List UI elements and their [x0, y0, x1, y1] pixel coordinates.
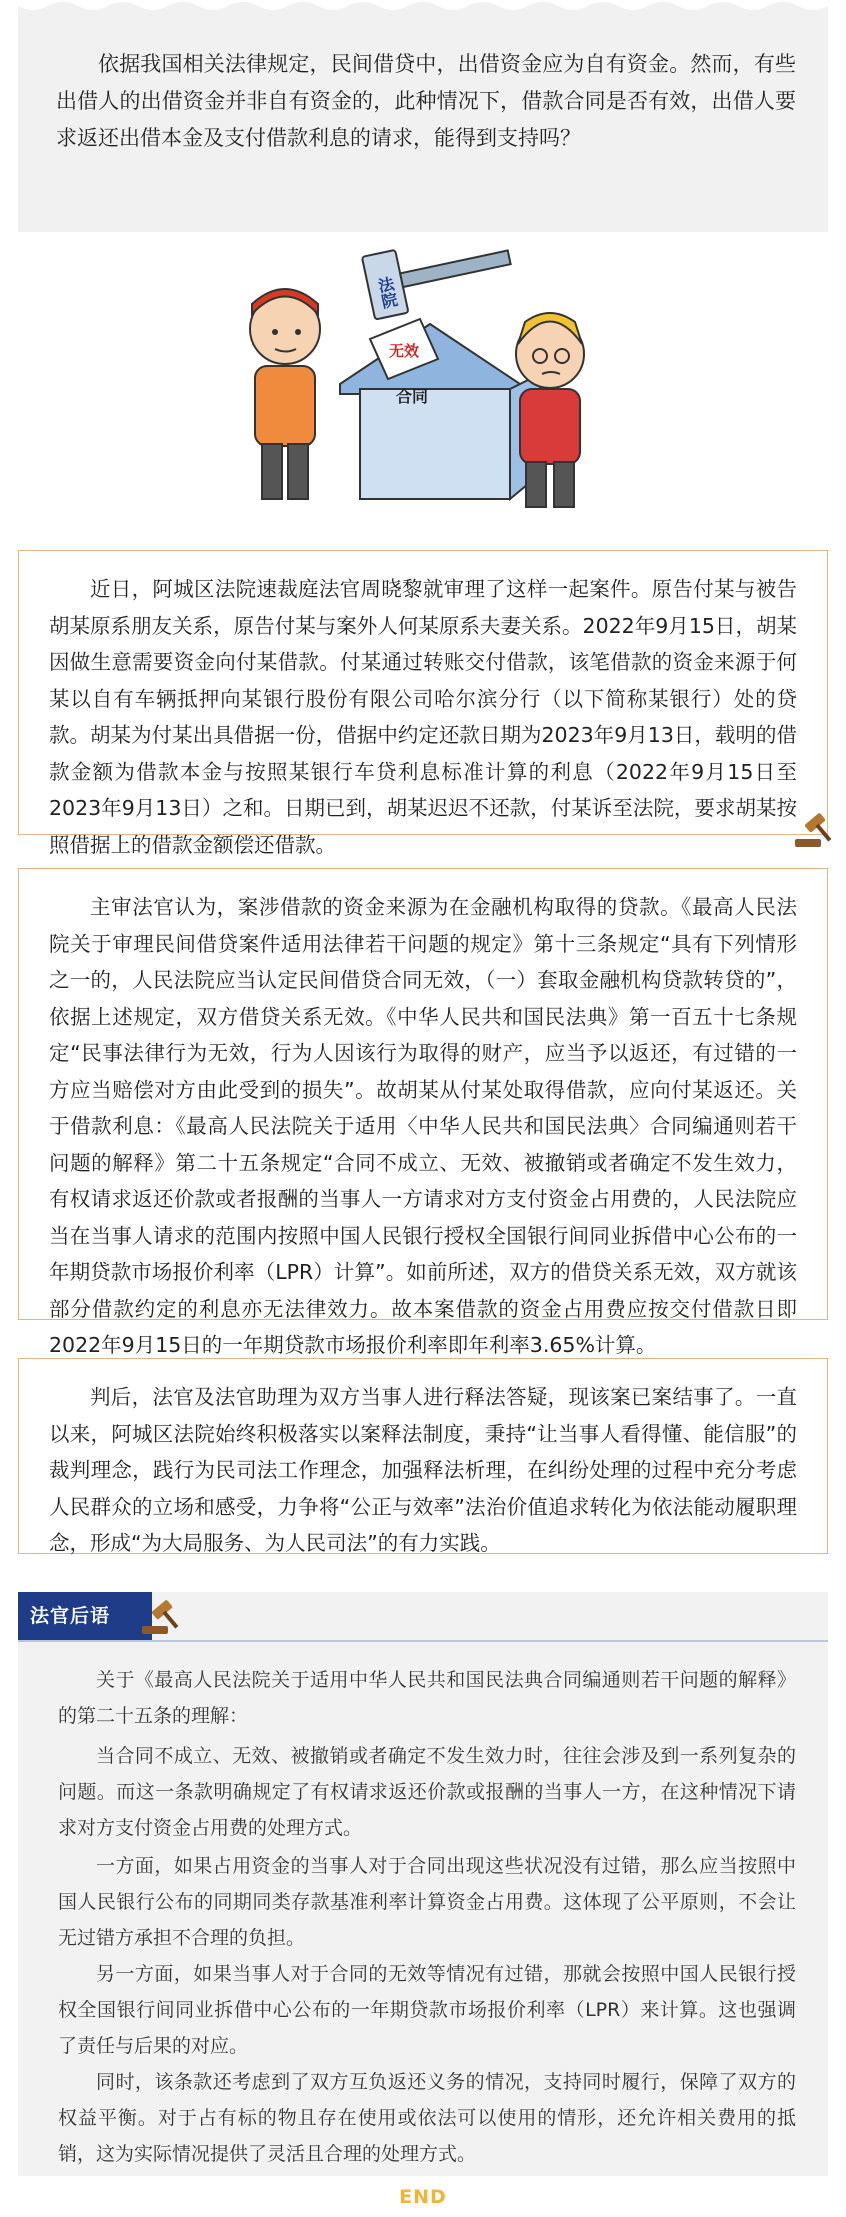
intro-block — [18, 0, 828, 232]
end-label: END — [399, 2186, 447, 2208]
case-paragraph: 近日，阿城区法院速裁庭法官周晓黎就审理了这样一起案件。原告付某与被告胡某原系朋友关系，原告付某与案外人何某原系夫妻关系。2022年9月15日，胡某因做生意需要资金向付某借款。付某通过转账交付借款，该笔借款的资金来源于何某以自有车辆抵押向某银行股份有限公司哈尔滨分行（以下简称某银行）处的贷款。胡某为付某出具借据一份，借据中约定还款日期为2023年9月13日，载明的借款金额为借款本金与按照某银行车贷利息标准计算的利息（2022年9月15日至2023年9月13日）之和。日期已到，胡某迟迟不还款，付某诉至法院，要求胡某按照借据上的借款金额偿还借款。 — [49, 577, 797, 857]
gavel-icon — [791, 809, 835, 851]
gavel-icon — [138, 1596, 182, 1638]
afterword-paragraph: 另一方面，如果当事人对于合同的无效等情况有过错，那就会按照中国人民银行授权全国银行间同业拆借中心公布的一年期贷款市场报价利率（LPR）来计算。这也强调了责任与后果的对应。 — [58, 1963, 796, 2057]
intro-question: 依据我国相关法律规定，民间借贷中，出借资金应为自有资金。然而，有些出借人的出借资金并非自有资金的，此种情况下，借款合同是否有效，出借人要求返还出借本金及支付借款利息的请求，能得到支持吗？ — [56, 52, 796, 150]
ruling-paragraph: 主审法官认为，案涉借款的资金来源为在金融机构取得的贷款。《最高人民法院关于审理民间借贷案件适用法律若干问题的规定》第十三条规定“具有下列情形之一的，人民法院应当认定民间借贷合同无效，（一）套取金融机构贷款转贷的”，依据上述规定，双方借贷关系无效。《中华人民共和国民法典》第一百五十七条规定“民事法律行为无效，行为人因该行为取得的财产，应当予以返还，有过错的一方应当赔偿对方由此受到的损失”。故胡某从付某处取得借款，应向付某返还。关于借款利息：《最高人民法院关于适用〈中华人民共和国民法典〉合同编通则若干问题的解释》第二十五条规定“合同不成立、无效、被撤销或者确定不发生效力，有权请求返还价款或者报酬的当事人一方请求对方支付资金占用费的，人民法院应当在当事人请求的范围内按照中国人民银行授权全国银行间同业拆借中心公布的一年期贷款市场报价利率（LPR）计算”。如前所述，双方的借贷关系无效，双方就该部分借款约定的利息亦无法律效力。故本案借款的资金占用费应按交付借款日即2022年9月15日的一年期贷款市场报价利率即年利率3.65%计算。 — [49, 895, 797, 1357]
afterword-paragraph: 同时，该条款还考虑到了双方互负返还义务的情况，支持同时履行，保障了双方的权益平衡。对于占有标的物且存在使用或依法可以使用的情形，还允许相关费用的抵销，这为实际情况提供了灵活且合理的处理方式。 — [58, 2071, 796, 2165]
invalid-label: 无效 — [388, 342, 420, 360]
result-paragraph: 判后，法官及法官助理为双方当事人进行释法答疑，现该案已案结事了。一直以来，阿城区法院始终积极落实以案释法制度，秉持“让当事人看得懂、能信服”的裁判理念，践行为民司法工作理念，加强释法析理，在纠纷处理的过程中充分考虑人民群众的立场和感受，力争将“公正与效率”法治价值追求转化为依法能动履职理念，形成“为大局服务、为人民司法”的有力实践。 — [49, 1385, 797, 1555]
afterword-section — [18, 1592, 828, 2176]
wave-decoration — [18, 0, 828, 14]
afterword-paragraph: 一方面，如果占用资金的当事人对于合同出现这些状况没有过错，那么应当按照中国人民银行公布的同期同类存款基准利率计算资金占用费。这体现了公平原则，不会让无过错方承担不合理的负担。 — [58, 1855, 796, 1949]
contract-label: 合同 — [395, 387, 429, 406]
result-frame — [18, 1358, 828, 1554]
afterword-title: 法官后语 — [30, 1605, 111, 1627]
afterword-paragraph: 关于《最高人民法院关于适用中华人民共和国民法典合同编通则若干问题的解释》的第二十五条的理解： — [58, 1669, 796, 1727]
afterword-header — [18, 1592, 828, 1648]
header-underline — [18, 1640, 828, 1642]
afterword-badge — [18, 1592, 152, 1640]
ruling-frame — [18, 868, 828, 1357]
contract-invalid-illustration — [220, 244, 626, 524]
afterword-paragraph: 当合同不成立、无效、被撤销或者确定不发生效力时，往往会涉及到一系列复杂的问题。而这一条款明确规定了有权请求返还价款或报酬的当事人一方，在这种情况下请求对方支付资金占用费的处理方式。 — [58, 1745, 796, 1839]
court-label: 法院 — [374, 274, 400, 311]
case-frame — [18, 550, 828, 857]
